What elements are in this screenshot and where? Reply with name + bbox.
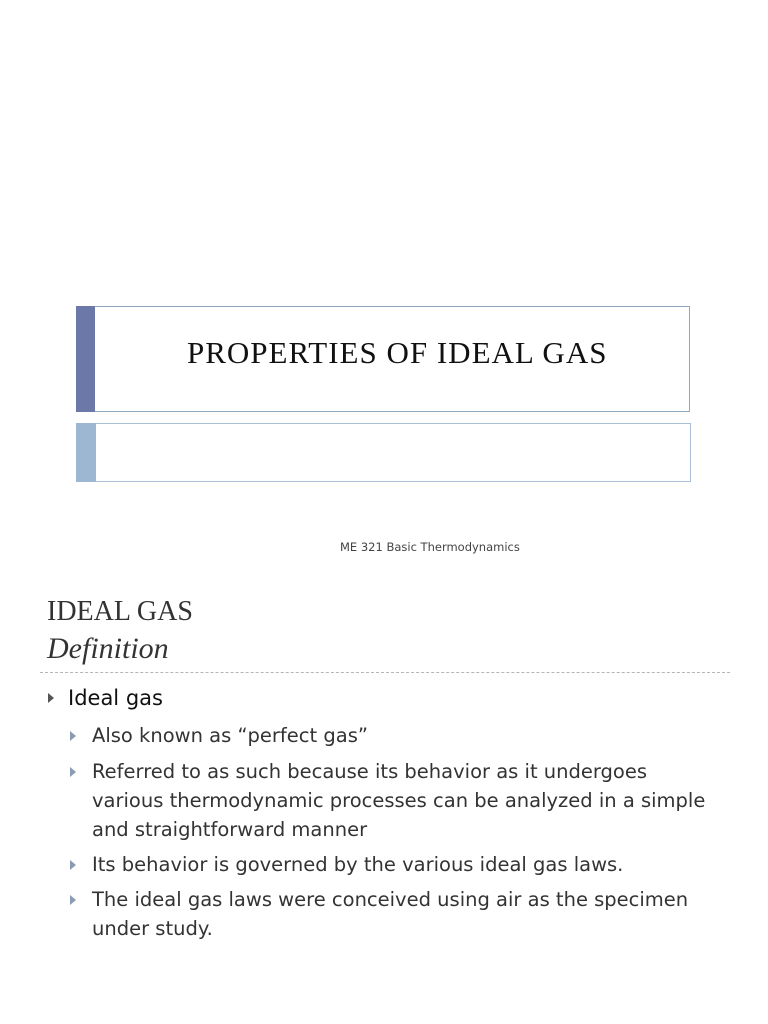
slide-footer: ME 321 Basic Thermodynamics bbox=[340, 540, 520, 554]
list-item bbox=[70, 757, 720, 844]
sub-item-text: Also known as “perfect gas” bbox=[92, 724, 368, 747]
triangle-right-icon bbox=[70, 731, 76, 741]
bullet-label: Ideal gas bbox=[68, 686, 163, 710]
section-subheading: Definition bbox=[47, 632, 169, 665]
title-box bbox=[76, 306, 690, 412]
list-item bbox=[70, 721, 720, 750]
title-accent-bar bbox=[76, 306, 95, 412]
subtitle-accent-bar bbox=[76, 423, 96, 482]
slide-title: PROPERTIES OF IDEAL GAS bbox=[187, 335, 608, 370]
list-item bbox=[70, 850, 720, 879]
sub-item-text: The ideal gas laws were conceived using air as the specimen under study. bbox=[92, 888, 689, 940]
sub-item-text: Its behavior is governed by the various ideal gas laws. bbox=[92, 853, 624, 876]
subtitle-box bbox=[76, 423, 691, 482]
triangle-right-icon bbox=[48, 693, 54, 703]
sub-item-text: Referred to as such because its behavior as it undergoes various thermodynamic processes can be analyzed in a simple and straightforward manner bbox=[92, 760, 706, 841]
divider bbox=[40, 672, 730, 673]
triangle-right-icon bbox=[70, 767, 76, 777]
list-item bbox=[48, 686, 163, 710]
section-heading: IDEAL GAS bbox=[47, 596, 193, 627]
triangle-right-icon bbox=[70, 895, 76, 905]
triangle-right-icon bbox=[70, 860, 76, 870]
list-item bbox=[70, 885, 720, 943]
